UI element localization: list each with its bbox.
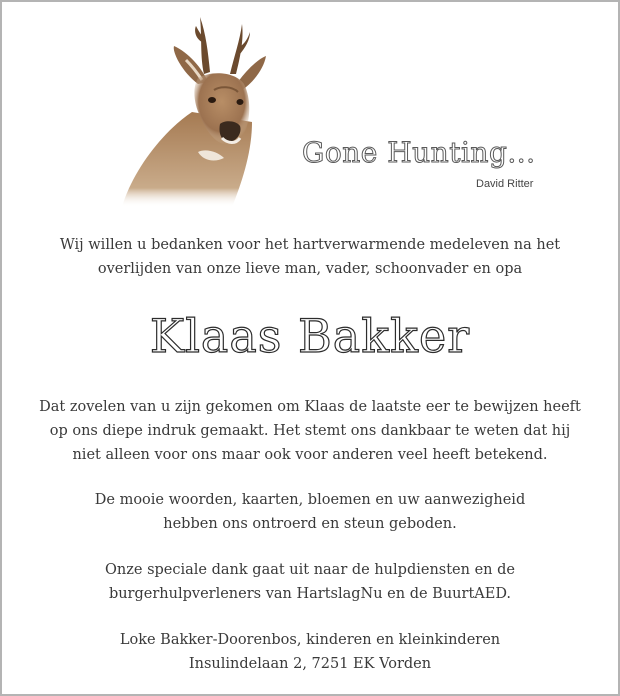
thanks-paragraph xyxy=(2,233,618,281)
paragraph-line: burgerhulpverleners van HartslagNu en de BuurtAED. xyxy=(108,586,512,602)
signature-block xyxy=(2,628,618,676)
paragraph-line: Onze speciale dank gaat uit naar de hulpdiensten en de xyxy=(105,562,515,578)
gratitude-paragraph xyxy=(2,395,618,467)
paragraph-line: op ons diepe indruk gemaakt. Het stemt ons dankbaar te weten dat hij xyxy=(49,423,571,439)
support-paragraph xyxy=(2,488,618,536)
signature-names: Loke Bakker-Doorenbos, kinderen en kleinkinderen xyxy=(119,632,501,648)
emergency-thanks-paragraph xyxy=(2,558,618,606)
thanks-line: Wij willen u bedanken voor het hartverwarmende medeleven na het xyxy=(59,237,561,253)
signature-address: Insulindelaan 2, 7251 EK Vorden xyxy=(188,656,432,672)
quote-author: David Ritter xyxy=(476,178,534,190)
deceased-name: Klaas Bakker xyxy=(149,309,471,363)
paragraph-line: niet alleen voor ons maar ook voor anderen veel heeft betekend. xyxy=(72,447,548,463)
paragraph-line: Dat zovelen van u zijn gekomen om Klaas de laatste eer te bewijzen heeft xyxy=(39,399,581,415)
quote-title xyxy=(302,136,536,169)
paragraph-line: hebben ons ontroerd en steun geboden. xyxy=(163,516,457,532)
roe-deer-icon xyxy=(102,12,292,212)
paragraph-line: De mooie woorden, kaarten, bloemen en uw aanwezigheid xyxy=(94,492,526,508)
quote-title-text: Gone Hunting... xyxy=(302,136,536,169)
thanks-line: overlijden van onze lieve man, vader, schoonvader en opa xyxy=(97,261,523,277)
